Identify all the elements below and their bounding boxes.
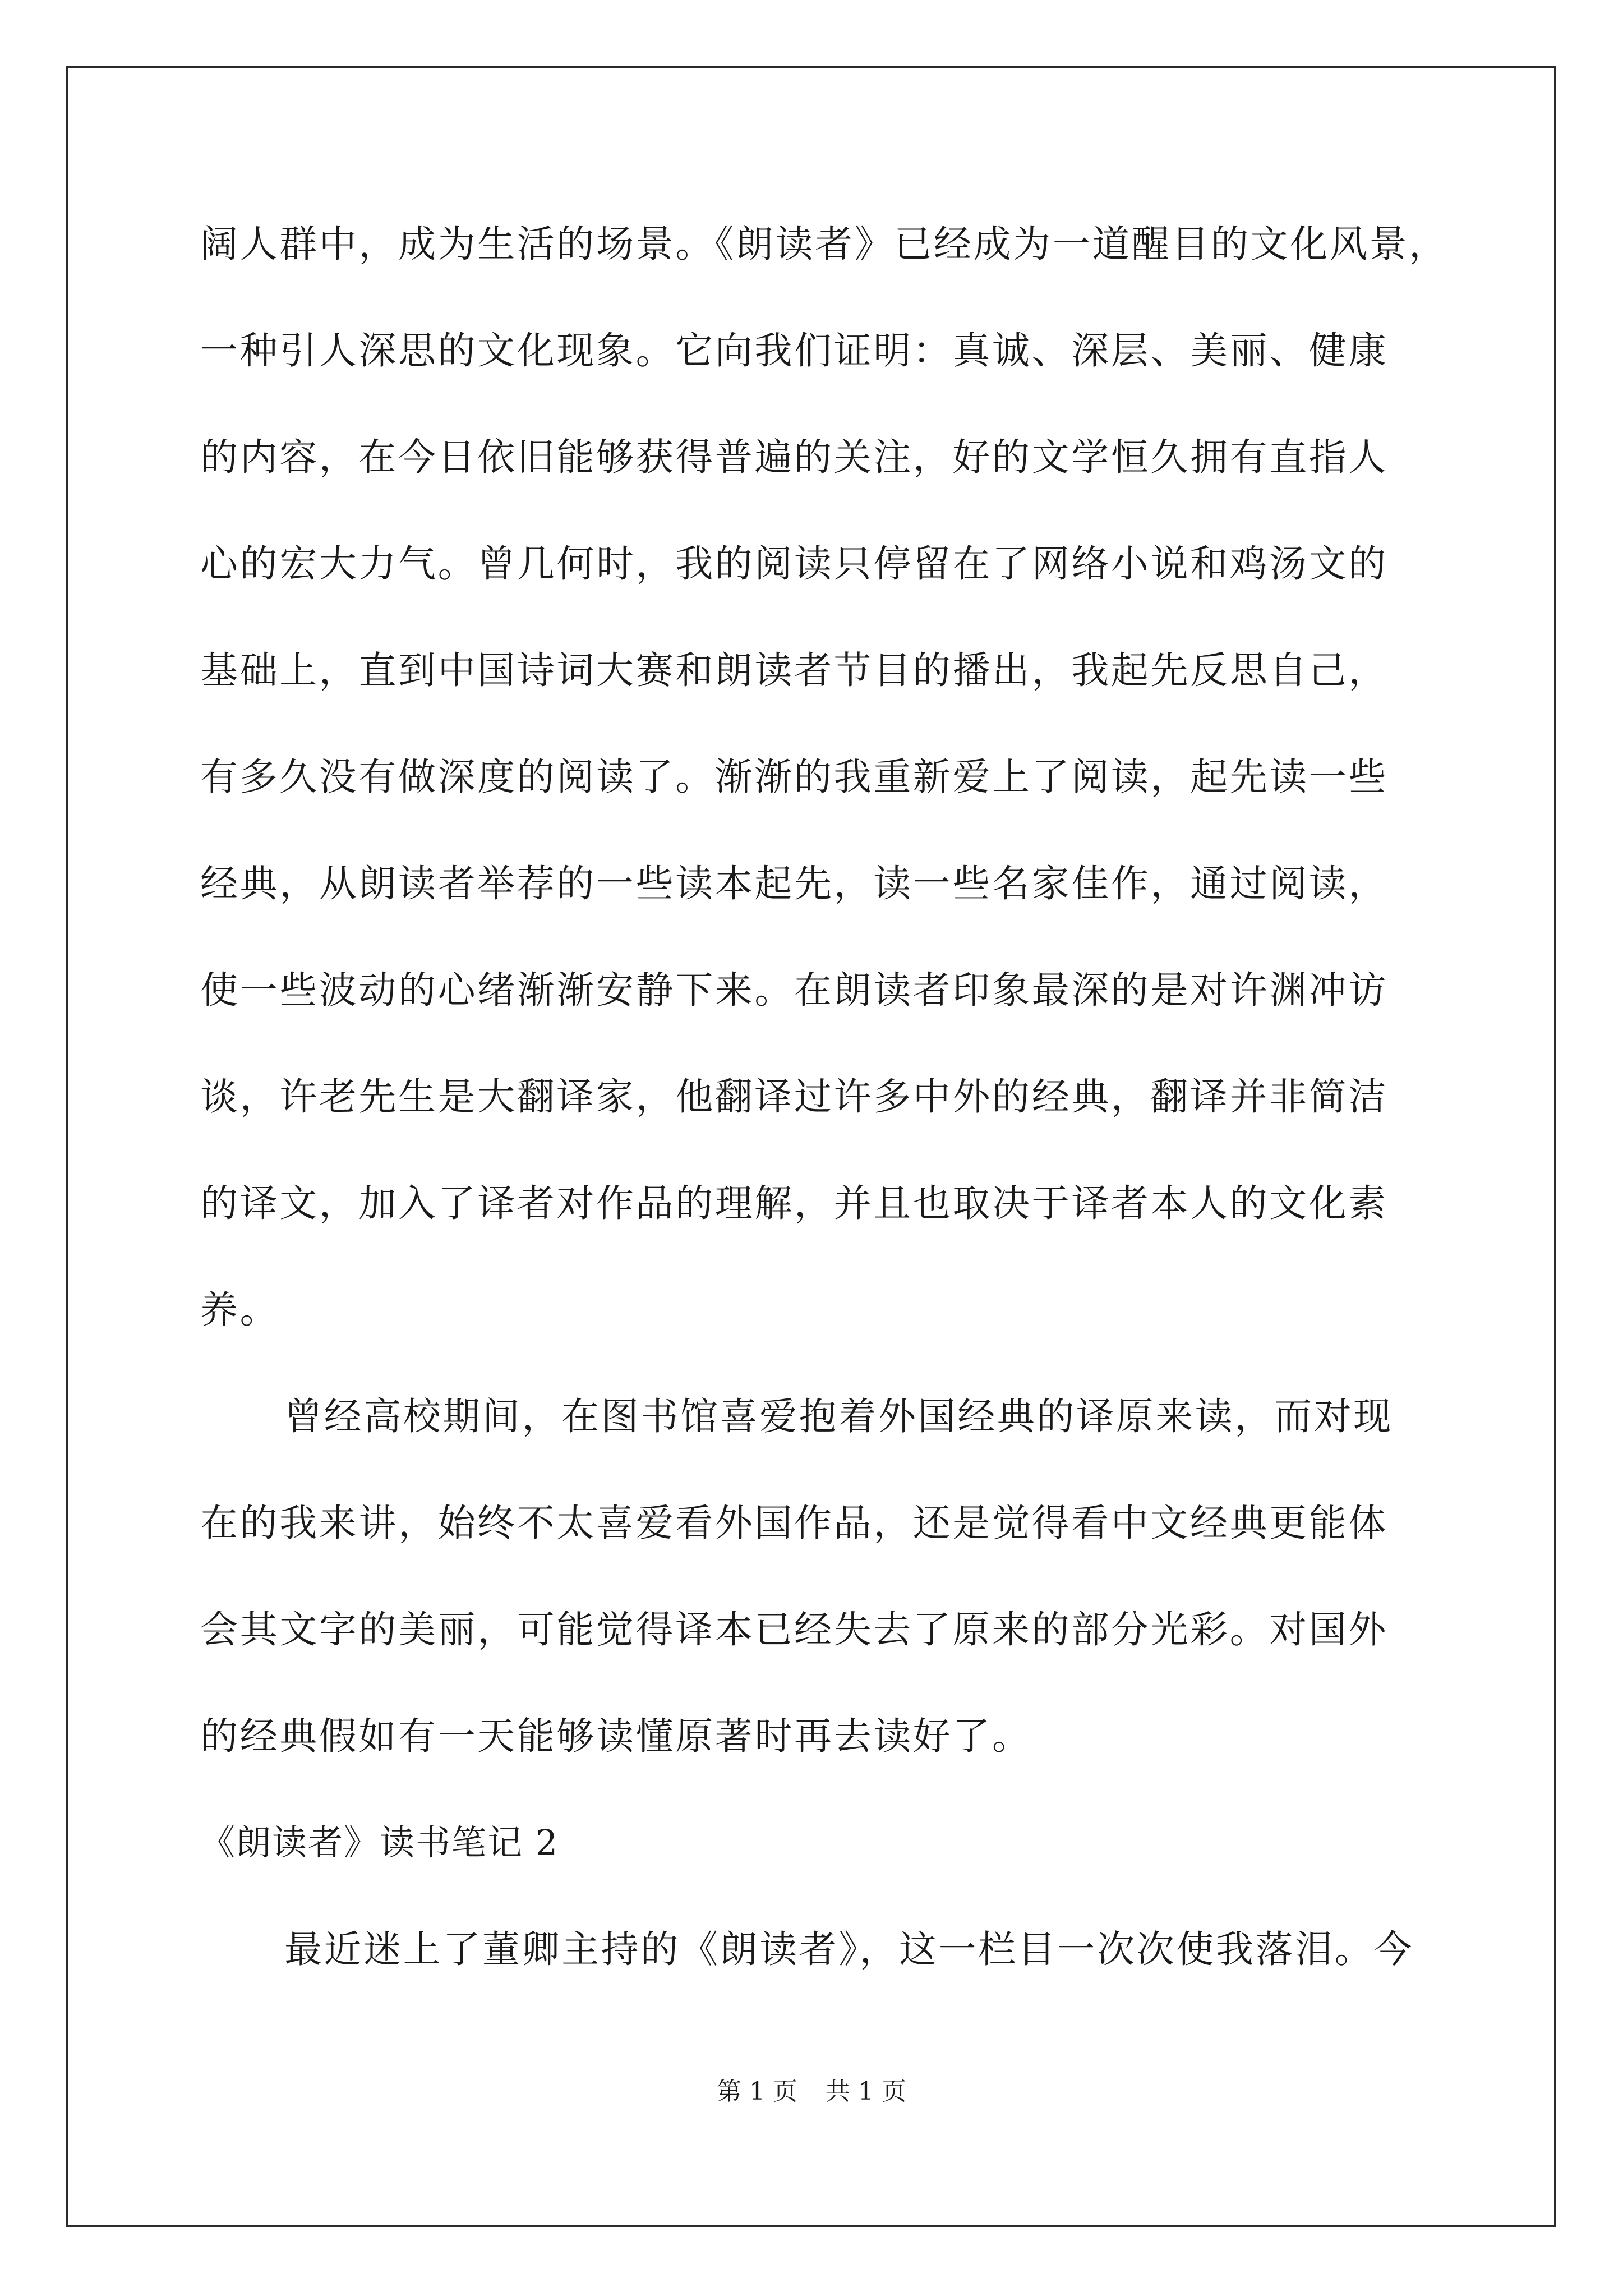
text-line: 的内容，在今日依旧能够获得普遍的关注，好的文学恒久拥有直指人 <box>200 435 1388 479</box>
text-line: 的译文，加入了译者对作品的理解，并且也取决于译者本人的文化素 <box>200 1181 1388 1225</box>
text-line: 心的宏大力气。曾几何时，我的阅读只停留在了网络小说和鸡汤文的 <box>200 542 1388 586</box>
text-line: 经典，从朗读者举荐的一些读本起先，读一些名家佳作，通过阅读， <box>200 862 1388 905</box>
page-number: 第 1 页 <box>717 2077 797 2106</box>
page-total: 共 1 页 <box>826 2077 906 2106</box>
paragraph-start-line: 曾经高校期间，在图书馆喜爱抱着外国经典的译原来读，而对现 <box>284 1395 1393 1438</box>
text-line: 会其文字的美丽，可能觉得译本已经失去了原来的部分光彩。对国外 <box>200 1608 1388 1651</box>
document-body <box>200 191 1449 2003</box>
text-line: 基础上，直到中国诗词大赛和朗读者节目的播出，我起先反思自己， <box>200 648 1388 692</box>
text-line: 养。 <box>200 1288 280 1332</box>
paragraph-start-line: 最近迷上了董卿主持的《朗读者》，这一栏目一次次使我落泪。今 <box>284 1927 1414 1971</box>
text-line: 的经典假如有一天能够读懂原著时再去读好了。 <box>200 1714 1032 1758</box>
text-line: 谈，许老先生是大翻译家，他翻译过许多中外的经典，翻译并非简洁 <box>200 1075 1388 1119</box>
section-heading: 《朗读者》读书笔记 2 <box>200 1822 559 1863</box>
text-line: 使一些波动的心绪渐渐安静下来。在朗读者印象最深的是对许渊冲访 <box>200 968 1388 1012</box>
text-line: 一种引人深思的文化现象。它向我们证明：真诚、深层、美丽、健康 <box>200 329 1388 372</box>
text-line: 阔人群中，成为生活的场景。《朗读者》已经成为一道醒目的文化风景， <box>200 222 1449 266</box>
text-line: 在的我来讲，始终不太喜爱看外国作品，还是觉得看中文经典更能体 <box>200 1501 1388 1545</box>
page-footer <box>0 2071 1623 2107</box>
text-line: 有多久没有做深度的阅读了。渐渐的我重新爱上了阅读，起先读一些 <box>200 755 1388 799</box>
